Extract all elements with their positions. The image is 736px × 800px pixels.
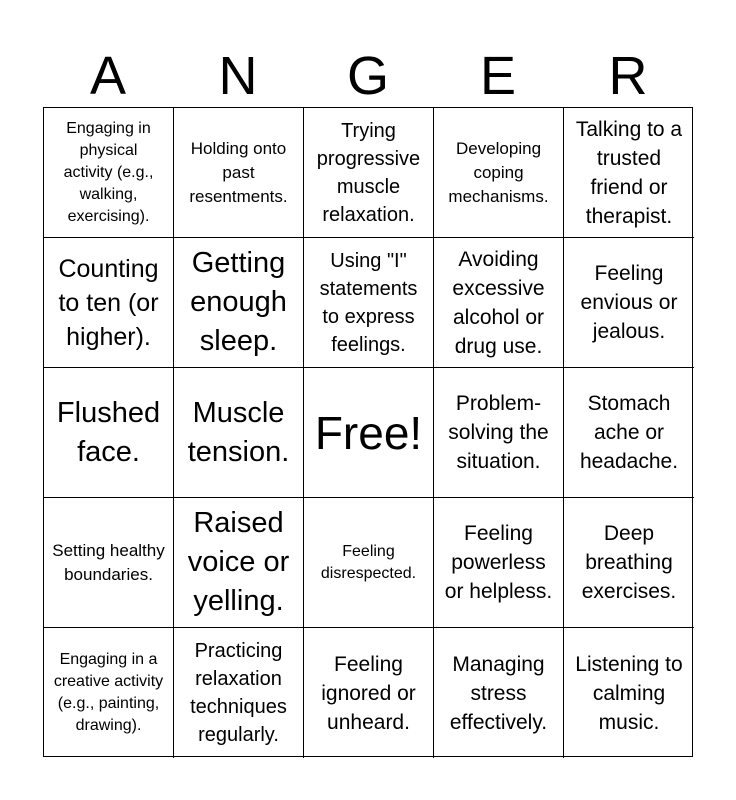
bingo-cell[interactable] xyxy=(434,238,564,368)
bingo-cell[interactable] xyxy=(44,108,174,238)
cell-text: Developing coping mechanisms. xyxy=(448,138,549,206)
cell-text: Deep breathing exercises. xyxy=(581,522,677,603)
header-letter-g: G xyxy=(346,46,389,106)
cell-text: Using "I" statements to express feelings. xyxy=(319,249,418,356)
cell-text: Raised voice or yelling. xyxy=(187,507,290,617)
bingo-cell[interactable] xyxy=(44,238,174,368)
bingo-cell[interactable] xyxy=(304,238,434,368)
cell-text: Free! xyxy=(314,406,423,459)
cell-text: Counting to ten (or higher). xyxy=(58,254,159,351)
header-letter-a: A xyxy=(89,46,127,106)
cell-text: Flushed face. xyxy=(56,396,161,468)
free-space[interactable] xyxy=(304,368,434,498)
cell-text: Feeling ignored or unheard. xyxy=(321,652,416,734)
cell-text: Getting enough sleep. xyxy=(190,247,287,357)
bingo-cell[interactable] xyxy=(564,368,694,498)
cell-text: Stomach ache or headache. xyxy=(579,392,679,473)
bingo-cell[interactable] xyxy=(304,498,434,628)
cell-text: Feeling powerless or helpless. xyxy=(444,522,553,603)
cell-text: Talking to a trusted friend or therapist. xyxy=(575,117,683,228)
bingo-cell[interactable] xyxy=(564,628,694,758)
cell-text: Muscle tension. xyxy=(187,396,290,468)
cell-text: Engaging in a creative activity (e.g., painting, drawing). xyxy=(53,651,164,734)
bingo-cell[interactable] xyxy=(174,628,304,758)
header-letter-n: N xyxy=(218,46,258,106)
cell-text: Trying progressive muscle relaxation. xyxy=(316,119,421,226)
cell-text: Problem-solving the situation. xyxy=(448,392,549,473)
bingo-cell[interactable] xyxy=(434,628,564,758)
bingo-cell[interactable] xyxy=(564,238,694,368)
bingo-cell[interactable] xyxy=(304,628,434,758)
cell-text: Feeling envious or jealous. xyxy=(580,262,678,343)
header-letter-r: R xyxy=(608,46,648,106)
cell-text: Managing stress effectively. xyxy=(449,652,548,734)
cell-text: Avoiding excessive alcohol or drug use. xyxy=(452,247,545,358)
bingo-cell[interactable] xyxy=(174,368,304,498)
bingo-cell[interactable] xyxy=(434,368,564,498)
bingo-cell[interactable] xyxy=(44,368,174,498)
bingo-cell[interactable] xyxy=(564,498,694,628)
bingo-cell[interactable] xyxy=(564,108,694,238)
bingo-cell[interactable] xyxy=(174,498,304,628)
cell-text: Practicing relaxation techniques regularly. xyxy=(190,640,287,746)
bingo-cell[interactable] xyxy=(174,238,304,368)
bingo-header xyxy=(43,44,693,108)
bingo-cell[interactable] xyxy=(44,628,174,758)
bingo-cell[interactable] xyxy=(434,498,564,628)
cell-text: Feeling disrespected. xyxy=(320,542,417,582)
bingo-board xyxy=(43,107,693,757)
bingo-cell[interactable] xyxy=(434,108,564,238)
cell-text: Setting healthy boundaries. xyxy=(52,540,165,584)
cell-text: Holding onto past resentments. xyxy=(189,138,288,206)
cell-text: Listening to calming music. xyxy=(575,652,683,734)
header-letter-e: E xyxy=(479,46,517,106)
bingo-cell[interactable] xyxy=(44,498,174,628)
cell-text: Engaging in physical activity (e.g., walking, exercising). xyxy=(63,119,154,225)
bingo-cell[interactable] xyxy=(304,108,434,238)
bingo-cell[interactable] xyxy=(174,108,304,238)
